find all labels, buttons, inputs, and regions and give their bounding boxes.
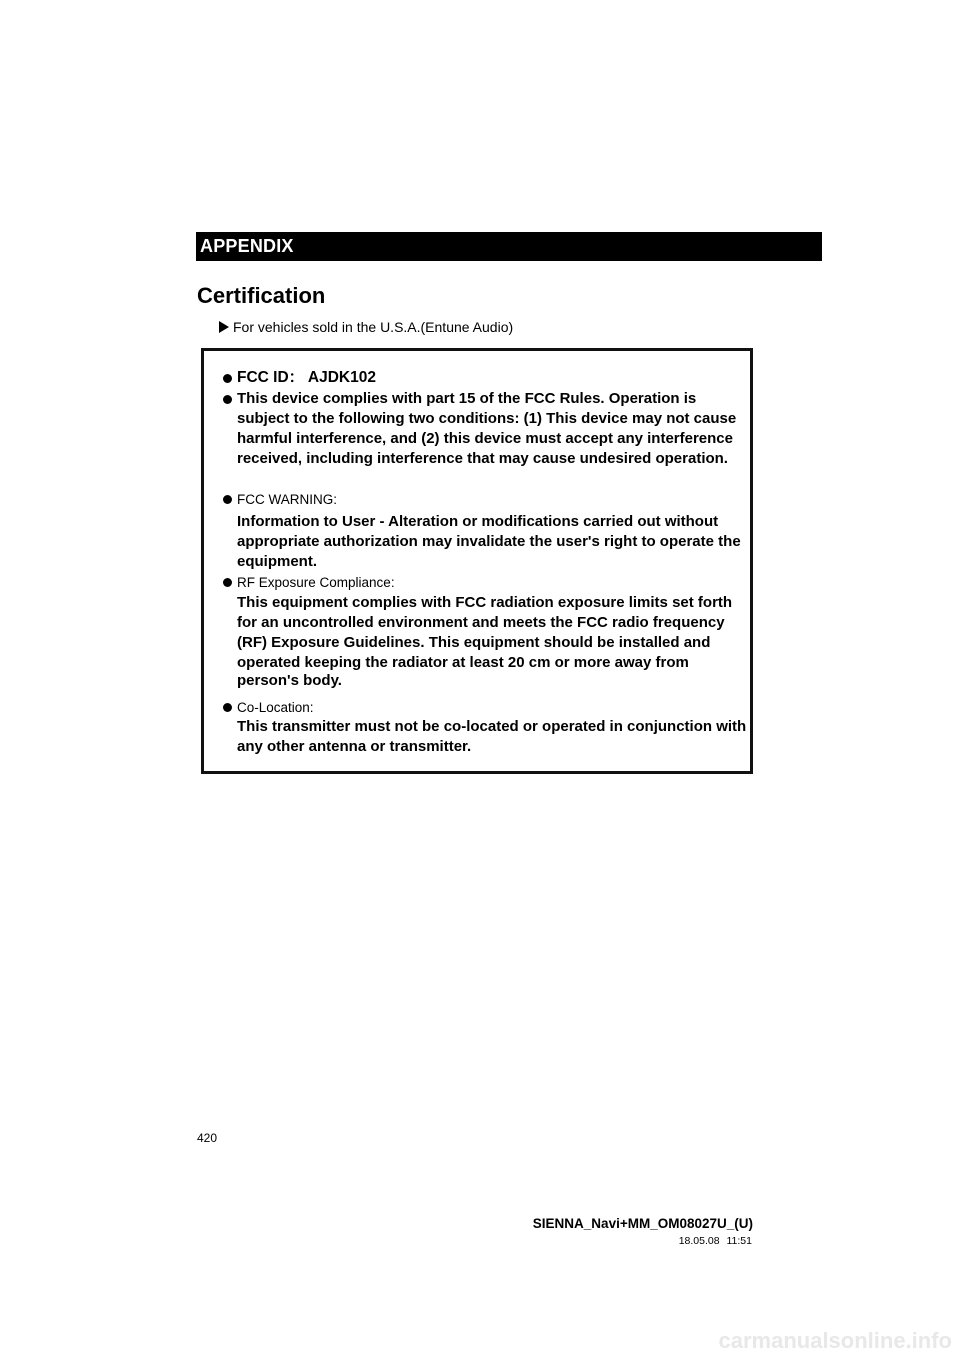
vehicle-subnote	[219, 318, 513, 336]
rf-exposure-label: RF Exposure Compliance:	[237, 575, 395, 590]
section-title: Certification	[197, 283, 326, 308]
bullet-icon	[223, 703, 232, 712]
rf-line: for an uncontrolled environment and meets the FCC radio frequency	[237, 614, 725, 631]
triangle-bullet-icon	[219, 321, 229, 333]
print-timestamp: 18.05.08 11:51	[678, 1235, 752, 1247]
document-id: SIENNA_Navi+MM_OM08027U_(U)	[532, 1216, 753, 1231]
co-location-label: Co-Location:	[237, 700, 314, 715]
warning-line: equipment.	[237, 553, 318, 570]
compliance-line: subject to the following two conditions: (1) This device may not cause	[237, 410, 737, 427]
compliance-line: harmful interference, and (2) this device must accept any interference	[237, 430, 733, 447]
watermark: carmanualsonline.info	[718, 1328, 952, 1353]
bullet-icon	[223, 495, 232, 504]
fcc-warning-label: FCC WARNING:	[237, 492, 337, 507]
fcc-id-line: FCC ID： AJDK102	[237, 369, 376, 386]
rf-line: This equipment complies with FCC radiation exposure limits set forth	[237, 594, 733, 611]
warning-line: Information to User - Alteration or modifications carried out without	[237, 513, 719, 530]
colocation-line: any other antenna or transmitter.	[237, 738, 472, 755]
rf-line: operated keeping the radiator at least 20 cm or more away from	[237, 654, 689, 671]
warning-line: appropriate authorization may invalidate the user's right to operate the	[237, 533, 741, 550]
appendix-header-bar	[196, 232, 822, 261]
fcc-certification-box	[201, 348, 753, 774]
bullet-icon	[223, 578, 232, 587]
compliance-line: This device complies with part 15 of the FCC Rules. Operation is	[237, 390, 697, 407]
rf-line: (RF) Exposure Guidelines. This equipment should be installed and	[237, 634, 711, 651]
bullet-icon	[223, 374, 232, 383]
compliance-line: received, including interference that may cause undesired operation.	[237, 450, 728, 467]
rf-line: person's body.	[237, 672, 342, 689]
bullet-icon	[223, 395, 232, 404]
subnote-text: For vehicles sold in the U.S.A.(Entune Audio)	[233, 319, 514, 335]
colocation-line: This transmitter must not be co-located or operated in conjunction with	[237, 718, 747, 735]
header-label: APPENDIX	[200, 236, 294, 256]
page-number: 420	[197, 1131, 218, 1145]
